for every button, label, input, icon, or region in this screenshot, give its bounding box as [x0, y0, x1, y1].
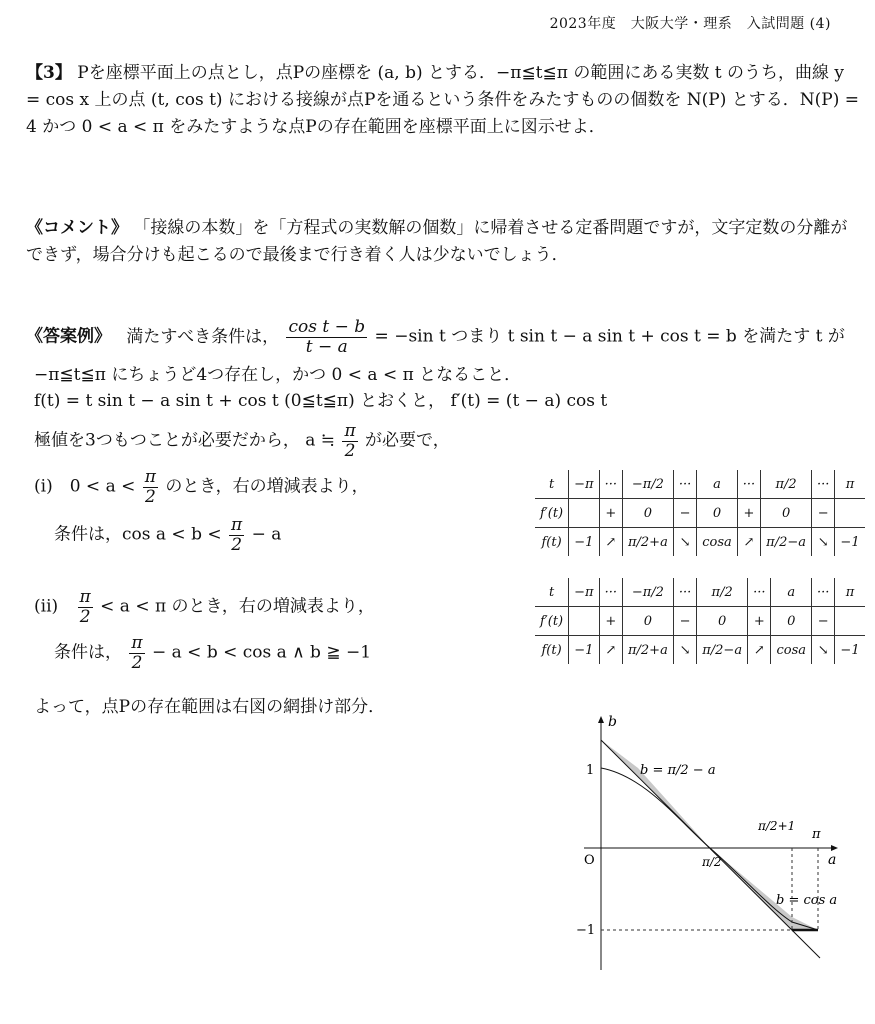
- table2-cell: 0: [697, 607, 748, 636]
- table1-cell: −: [673, 499, 696, 528]
- table1-cell: −π/2: [622, 470, 673, 499]
- frac-num: π: [79, 587, 91, 607]
- answer-line-4: [34, 422, 450, 460]
- answer-l1-post: = −sin t つまり t sin t − a sin t + cos t = b を満たす t が: [374, 326, 845, 347]
- frac-num: π: [144, 467, 156, 487]
- table2-cell: a: [771, 578, 812, 607]
- line-label: b = π/2 − a: [640, 763, 716, 778]
- table1-cell: π/2+a: [622, 528, 673, 557]
- answer-l4-post: が必要で，: [365, 430, 450, 451]
- table2-row: [535, 636, 865, 665]
- table2-cell: f′(t): [535, 607, 569, 636]
- table2-cell: −: [673, 607, 696, 636]
- case1-cond-frac: [229, 516, 244, 554]
- table2-cell: π/2: [697, 578, 748, 607]
- table2-cell: −1: [569, 636, 599, 665]
- table1-cell: +: [737, 499, 760, 528]
- table1-cell: ↗: [599, 528, 622, 557]
- table2-cell: π/2+a: [622, 636, 673, 665]
- table2-cell: 0: [771, 607, 812, 636]
- table2-cell: ···: [812, 578, 835, 607]
- table2-cell: +: [599, 607, 622, 636]
- table1-cell: +: [599, 499, 622, 528]
- answer-l4-a: a ≒: [305, 430, 336, 451]
- table1-cell: ···: [599, 470, 622, 499]
- tick-pi-label: π: [812, 827, 821, 842]
- case1-head-post: のとき，右の増減表より，: [165, 476, 369, 497]
- origin-label: O: [584, 853, 595, 868]
- table2-cell: ↘: [812, 636, 835, 665]
- table1-cell: 0: [622, 499, 673, 528]
- tick-pi-half-plus1-label: π/2+1: [758, 819, 796, 833]
- table1-row: [535, 470, 865, 499]
- a-axis-arrow: [831, 845, 838, 851]
- case1-cond-pre: 条件は，cos a < b <: [54, 524, 222, 545]
- case2-heading: [34, 588, 375, 626]
- table1-cell: ↘: [812, 528, 835, 557]
- table2-row: [535, 607, 865, 636]
- axis-a-label: a: [828, 852, 837, 868]
- page-header: 2023年度 大阪大学・理系 入試問題 (4): [549, 16, 831, 32]
- case2-label: (ii): [34, 596, 59, 617]
- table1-cell: 0: [697, 499, 738, 528]
- frac-den: 2: [231, 534, 243, 555]
- table1-cell: ↗: [737, 528, 760, 557]
- table1-cell: t: [535, 470, 569, 499]
- increase-decrease-table-1: [535, 470, 865, 556]
- case1-heading: [34, 468, 369, 506]
- table2-cell: ↘: [673, 636, 696, 665]
- answer-fraction: [286, 318, 367, 356]
- table1-cell: −1: [835, 528, 865, 557]
- frac-den: 2: [344, 440, 356, 461]
- table1-row: [535, 528, 865, 557]
- table2-cell: −1: [835, 636, 865, 665]
- table2-cell: [835, 607, 865, 636]
- case2-condition: [54, 634, 371, 672]
- frac-den: 2: [79, 606, 91, 627]
- comment-block: [26, 215, 862, 269]
- problem-text: Pを座標平面上の点とし，点Pの座標を (a, b) とする．−π≦t≦π の範囲にある実数 t のうち，曲線 y = cos x 上の点 (t, cos t) における接線が点Pを通るという条件をみたすものの個数を N(P) とする．N(P) = 4 かつ 0 < a < π をみたすような点Pの存在範囲を座標平面上に図示せよ．: [26, 63, 859, 137]
- tick-1-label: 1: [586, 763, 595, 778]
- tick-pi-half-label: π/2: [702, 855, 722, 869]
- table1-cell: 0: [761, 499, 812, 528]
- b-axis-arrow: [598, 716, 604, 723]
- table2-cell: t: [535, 578, 569, 607]
- answer-l1-pre: 満たすべき条件は，: [126, 326, 280, 347]
- comment-label: 《コメント》: [26, 218, 128, 238]
- answer-label: 《答案例》: [26, 326, 111, 347]
- answer-line-1: [26, 318, 845, 356]
- frac-den: 2: [144, 486, 156, 507]
- table2-cell: f(t): [535, 636, 569, 665]
- table2-cell: +: [748, 607, 771, 636]
- table2-cell: π: [835, 578, 865, 607]
- fraction-denominator: t − a: [305, 336, 348, 357]
- table1-cell: ···: [812, 470, 835, 499]
- case2-cond-pre: 条件は，: [54, 642, 122, 663]
- case1-frac: [143, 468, 158, 506]
- problem-statement: [26, 60, 862, 141]
- table2-cell: ···: [748, 578, 771, 607]
- table1-cell: a: [697, 470, 738, 499]
- table2-cell: π/2−a: [697, 636, 748, 665]
- cos-label: b = cos a: [776, 893, 838, 908]
- axis-b-label: b: [608, 714, 617, 730]
- case2-frac: [78, 588, 93, 626]
- table1-cell: π: [835, 470, 865, 499]
- shaded-region-lower: [710, 848, 818, 930]
- answer-line-2: −π≦t≦π にちょうど4つ存在し，かつ 0 < a < π となること．: [34, 365, 522, 385]
- region-graph: [570, 712, 850, 974]
- table2-cell: −: [812, 607, 835, 636]
- frac-num: π: [231, 515, 243, 535]
- table2-cell: 0: [622, 607, 673, 636]
- case1-condition: [54, 516, 281, 554]
- table1-cell: ↘: [673, 528, 696, 557]
- case1-head-pre: (i) 0 < a <: [34, 476, 136, 497]
- table1-cell: −1: [569, 528, 599, 557]
- conclusion: よって，点Pの存在範囲は右図の網掛け部分．: [34, 697, 386, 717]
- comment-text: 「接線の本数」を「方程式の実数解の個数」に帰着させる定番問題ですが，文字定数の分離ができず，場合分けも起こるので最後まで行き着く人は少ないでしょう．: [26, 218, 848, 265]
- frac-den: 2: [131, 652, 143, 673]
- table1-cell: π/2−a: [761, 528, 812, 557]
- frac-num: π: [344, 421, 356, 441]
- table1-cell: −: [812, 499, 835, 528]
- table1-cell: ···: [737, 470, 760, 499]
- table1-cell: −π: [569, 470, 599, 499]
- fraction-numerator: cos t − b: [288, 317, 366, 337]
- tick-minus1-label: −1: [576, 923, 596, 938]
- table2-cell: [569, 607, 599, 636]
- table2-cell: ···: [673, 578, 696, 607]
- table2-cell: ···: [599, 578, 622, 607]
- table1-cell: π/2: [761, 470, 812, 499]
- table1-cell: ···: [673, 470, 696, 499]
- problem-number: 【3】: [26, 63, 72, 83]
- table2-cell: −π/2: [622, 578, 673, 607]
- case2-cond-post: − a < b < cos a ∧ b ≧ −1: [152, 642, 372, 663]
- table2-cell: ↗: [748, 636, 771, 665]
- table2-cell: cosa: [771, 636, 812, 665]
- table1-cell: f(t): [535, 528, 569, 557]
- answer-line-3: f(t) = t sin t − a sin t + cos t (0≦t≦π) とおくと， f′(t) = (t − a) cos t: [34, 391, 608, 411]
- case2-head-post: < a < π のとき，右の増減表より，: [100, 596, 375, 617]
- table2-row: [535, 578, 865, 607]
- case2-cond-frac: [129, 634, 144, 672]
- case1-cond-post: − a: [251, 524, 282, 545]
- table2-cell: −π: [569, 578, 599, 607]
- frac-num: π: [131, 633, 143, 653]
- table1-cell: [569, 499, 599, 528]
- table1-cell: [835, 499, 865, 528]
- table1-cell: cosa: [697, 528, 738, 557]
- pi-half-fraction: [342, 422, 357, 460]
- increase-decrease-table-2: [535, 578, 865, 664]
- table1-cell: f′(t): [535, 499, 569, 528]
- answer-l4-pre: 極値を3つもつことが必要だから，: [34, 430, 300, 451]
- table2-cell: ↗: [599, 636, 622, 665]
- table1-row: [535, 499, 865, 528]
